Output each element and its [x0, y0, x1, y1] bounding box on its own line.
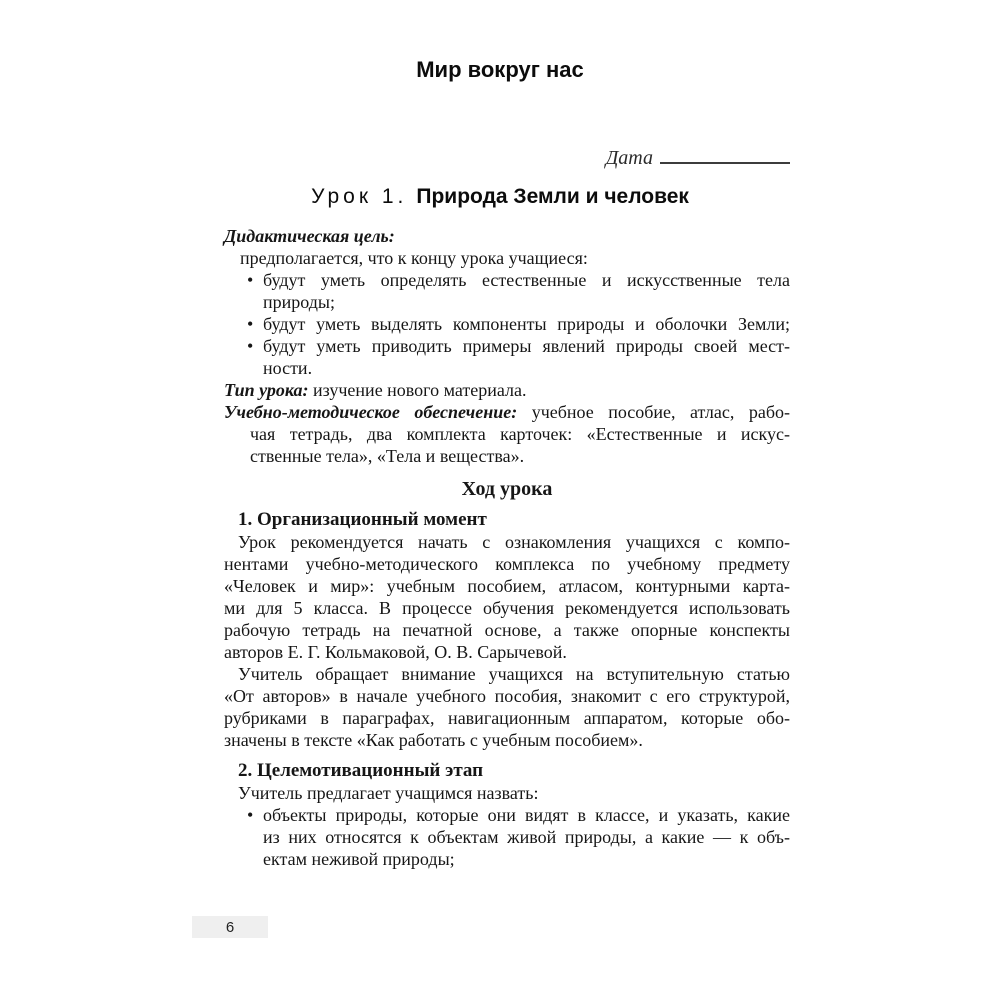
section-1-p2-line-3: рубриками в параграфах, навигационным аппаратом, которые обо-	[224, 708, 790, 728]
date-label: Дата	[605, 147, 653, 169]
section-1-p1-line-5: рабочую тетрадь на печатной основе, а также опорные конспекты	[224, 620, 790, 640]
goal-label: Дидактическая цель:	[224, 226, 395, 246]
bullet-icon: •	[247, 270, 254, 290]
goal-bullet-3-line-2: ности.	[263, 358, 313, 378]
goal-intro-line: предполагается, что к концу урока учащиеся:	[240, 248, 588, 268]
page-body	[224, 225, 790, 870]
section-2-bullet-1-line-3: ектам неживой природы;	[263, 849, 455, 869]
section-1-p2-line-2: «От авторов» в начале учебного пособия, знакомит с его структурой,	[224, 686, 790, 706]
section-1-p1-line-4: ми для 5 класса. В процессе обучения рекомендуется использовать	[224, 598, 790, 618]
lesson-number: Урок 1.	[311, 185, 408, 208]
goal-bullet-2-text: будут уметь выделять компоненты природы и оболочки Земли;	[263, 314, 790, 334]
course-heading: Ход урока	[461, 478, 553, 500]
goal-label-line	[224, 225, 790, 247]
section-2-intro-line: Учитель предлагает учащимся назвать:	[238, 783, 539, 803]
goal-bullet-3-line-1	[224, 335, 790, 357]
section-1-p1-line-2: нентами учебно-методического комплекса по учебному предмету	[224, 554, 790, 574]
date-underline	[660, 148, 790, 164]
page-number: 6	[225, 918, 235, 936]
section-1-p1-line-6: авторов Е. Г. Кольмаковой, О. В. Сарычевой.	[224, 642, 567, 662]
section-2-bullet-1-text: объекты природы, которые они видят в классе, и указать, какие	[263, 805, 790, 825]
goal-bullet-1-text: будут уметь определять естественные и искусственные тела	[263, 270, 790, 290]
section-1-heading: 1. Организационный момент	[238, 509, 487, 530]
bullet-icon: •	[247, 336, 254, 356]
section-1-p2-line-1: Учитель обращает внимание учащихся на вступительную статью	[238, 664, 790, 684]
bullet-icon: •	[247, 805, 254, 825]
materials-line-1	[224, 401, 790, 423]
section-1-p1-line-1: Урок рекомендуется начать с ознакомления учащихся с компо-	[238, 532, 790, 552]
materials-label: Учебно-методическое обеспечение:	[224, 402, 518, 422]
section-1-p2-line-4: значены в тексте «Как работать с учебным пособием».	[224, 730, 643, 750]
goal-bullet-1-line-1	[224, 269, 790, 291]
section-2-heading: 2. Целемотивационный этап	[238, 760, 484, 781]
section-2-bullet-1-line-1	[224, 804, 790, 826]
lesson-type-text: изучение нового материала.	[308, 380, 527, 400]
running-head: Мир вокруг нас	[416, 57, 584, 82]
section-1-p1-line-3: «Человек и мир»: учебным пособием, атласом, контурными карта-	[224, 576, 790, 596]
materials-line-1-text: учебное пособие, атлас, рабо-	[517, 402, 790, 422]
goal-bullet-1-line-2: природы;	[263, 292, 335, 312]
section-2-bullet-1-line-2: из них относятся к объектам живой природы, а какие — к объ-	[263, 827, 790, 847]
page-number-badge	[192, 916, 268, 938]
materials-line-3: ственные тела», «Тела и вещества».	[250, 446, 525, 466]
lesson-title-text: Природа Земли и человек	[416, 185, 689, 208]
goal-bullet-2-line-1	[224, 313, 790, 335]
bullet-icon: •	[247, 314, 254, 334]
date-line	[224, 147, 790, 170]
materials-line-2: чая тетрадь, два комплекта карточек: «Естественные и искус-	[250, 424, 790, 444]
lesson-type-label: Тип урока:	[224, 380, 309, 400]
lesson-type-line	[224, 379, 790, 401]
goal-bullet-3-text: будут уметь приводить примеры явлений природы своей мест-	[263, 336, 790, 356]
lesson-heading	[0, 185, 1000, 209]
